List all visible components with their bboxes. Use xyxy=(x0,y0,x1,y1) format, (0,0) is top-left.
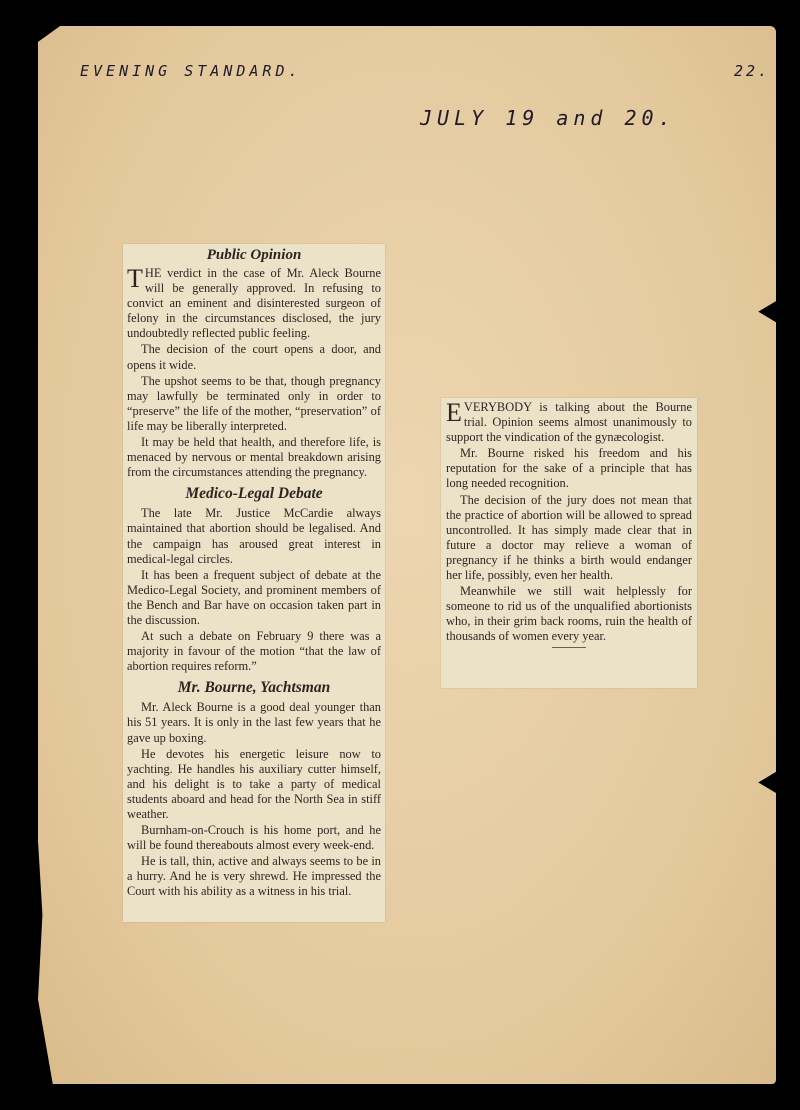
article-paragraph: Burnham-on-Crouch is his home port, and he will be found thereabouts almost every week-end. xyxy=(127,823,381,853)
handwritten-page-number: 22. xyxy=(734,62,771,80)
drop-cap: E xyxy=(446,398,462,427)
clipping-subheading: Medico-Legal Debate xyxy=(185,485,323,503)
article-paragraph: It has been a frequent subject of debate at the Medico-Legal Society, and prominent members of the Bench and Bar have on occasion taken part in the discussion. xyxy=(127,567,381,627)
end-rule xyxy=(552,647,586,648)
article-paragraph: Meanwhile we still wait helplessly for someone to rid us of the unqualified abortionists who, in their grim back rooms, ruin the health of thousands of women every year. xyxy=(446,584,692,644)
article-paragraph: The decision of the jury does not mean that the practice of abortion will be allowed to spread uncontrolled. It has simply made clear that in future a doctor may relieve a woman of pregnancy if he thinks a birth would endanger her life, possibly, even her health. xyxy=(446,492,692,583)
handwritten-title: EVENING STANDARD. xyxy=(80,62,302,80)
article-paragraph: The late Mr. Justice McCardie always maintained that abortion should be legalised. And the campaign has aroused great interest in medical-legal circles. xyxy=(127,506,381,566)
handwritten-date: JULY 19 and 20. xyxy=(420,106,676,130)
drop-cap: T xyxy=(127,264,143,293)
article-paragraph: Mr. Aleck Bourne is a good deal younger than his 51 years. It is only in the last few years that he gave up boxing. xyxy=(127,700,381,745)
newspaper-clipping-left xyxy=(123,244,385,922)
article-paragraph: He is tall, thin, active and always seems to be in a hurry. And he is very shrewd. He impressed the Court with his ability as a witness in his trial. xyxy=(127,854,381,899)
article-paragraph: At such a debate on February 9 there was a majority in favour of the motion “that the law of abortion requires reform.” xyxy=(127,629,381,674)
article-paragraph: The upshot seems to be that, though pregnancy may lawfully be terminated only in order to “preserve” the life of the mother, “preservation” of life may be liberally interpreted. xyxy=(127,373,381,433)
clipping-subheading: Mr. Bourne, Yachtsman xyxy=(177,679,331,697)
article-paragraph: The decision of the court opens a door, and opens it wide. xyxy=(127,342,381,372)
newspaper-clipping-right xyxy=(441,398,697,688)
article-paragraph: EVERYBODY is talking about the Bourne trial. Opinion seems almost unanimously to support the vindication of the gynæcologist. xyxy=(446,398,692,445)
article-paragraph: It may be held that health, and therefore life, is menaced by nervous or mental breakdown arising from the circumstances attending the pregnancy. xyxy=(127,435,381,480)
article-paragraph: THE verdict in the case of Mr. Aleck Bourne will be generally approved. In refusing to convict an eminent and disinterested surgeon of felony in the circumstances disclosed, the jury undoubtedly reflected public feeling. xyxy=(127,264,381,341)
article-paragraph: Mr. Bourne risked his freedom and his reputation for the sake of a principle that has long needed recognition. xyxy=(446,446,692,491)
clipping-heading: Public Opinion xyxy=(206,247,302,263)
article-paragraph: He devotes his energetic leisure now to yachting. He handles his auxiliary cutter himself, and his delight is to take a party of medical students aboard and head for the North Sea in stiff weather. xyxy=(127,746,381,821)
